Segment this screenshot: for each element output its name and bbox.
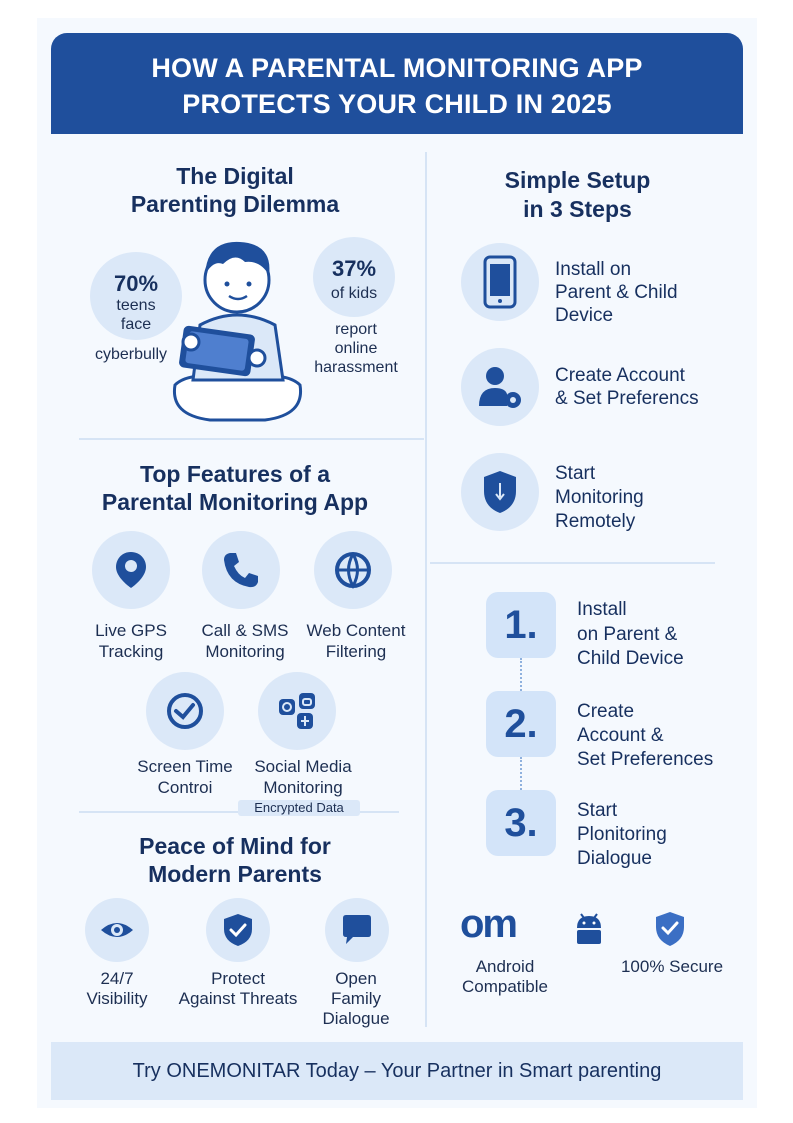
stat-value-teens: 70% bbox=[113, 271, 159, 296]
step-number-box: 2. bbox=[486, 691, 556, 757]
encrypted-data-badge: Encrypted Data bbox=[238, 800, 360, 816]
visibility-circle bbox=[85, 898, 149, 962]
feature-label: Call & SMS bbox=[201, 621, 289, 640]
dilemma-title-line1: The Digital bbox=[176, 163, 294, 189]
feature-label: Tracking bbox=[98, 642, 164, 661]
header-banner bbox=[51, 33, 743, 134]
stat-text: face bbox=[120, 316, 152, 333]
feature-label: Web Content bbox=[306, 621, 406, 640]
column-divider bbox=[425, 152, 427, 1027]
feature-label: Filtering bbox=[325, 642, 387, 661]
numbered-step-text: Create bbox=[577, 701, 635, 722]
setup-step-text: Device bbox=[555, 305, 614, 326]
peace-title-line1: Peace of Mind for bbox=[139, 833, 331, 859]
setup-step-text: Create Account bbox=[555, 365, 685, 386]
location-pin-icon bbox=[111, 550, 151, 590]
onemonitar-logo: om bbox=[460, 902, 516, 946]
stat-text: cyberbully bbox=[94, 346, 168, 363]
footer-cta-text: Try ONEMONITAR Today – Your Partner in Smart parenting bbox=[132, 1060, 662, 1082]
android-compatible-label: Compatible bbox=[462, 977, 548, 996]
stat-text: online bbox=[334, 340, 378, 357]
shield-icon bbox=[481, 469, 519, 515]
numbered-step-text: Start bbox=[577, 800, 618, 821]
setup-step-text: Monitoring bbox=[555, 487, 644, 508]
screen-time-feature-circle bbox=[146, 672, 224, 750]
stat-text: report bbox=[335, 321, 377, 338]
phone-icon bbox=[221, 550, 261, 590]
feature-label: Controi bbox=[157, 778, 213, 797]
peace-label: Against Threats bbox=[178, 989, 298, 1008]
call-sms-feature-circle bbox=[202, 531, 280, 609]
section-divider bbox=[79, 438, 424, 440]
numbered-step-text: Set Preferences bbox=[577, 749, 714, 770]
android-compatible-label: Android bbox=[475, 957, 535, 976]
section-divider bbox=[430, 562, 715, 564]
numbered-step-text: Dialogue bbox=[577, 848, 652, 869]
social-media-feature-circle bbox=[258, 672, 336, 750]
numbered-step-text: Child Device bbox=[577, 648, 684, 669]
numbered-step-text: on Parent & bbox=[577, 624, 678, 645]
peace-title-line2: Modern Parents bbox=[148, 861, 322, 887]
numbered-step-text: Account & bbox=[577, 725, 664, 746]
peace-label: Visibility bbox=[86, 989, 148, 1008]
setup-title-line1: Simple Setup bbox=[504, 167, 651, 193]
dialogue-circle bbox=[325, 898, 389, 962]
step-connector bbox=[520, 757, 522, 790]
header-title-line2: PROTECTS YOUR CHILD IN 2025 bbox=[182, 89, 612, 119]
setup-title-line2: in 3 Steps bbox=[523, 196, 632, 222]
android-icon bbox=[572, 912, 606, 946]
stat-text: harassment bbox=[314, 359, 398, 376]
eye-icon bbox=[99, 912, 135, 948]
feature-label: Social Media bbox=[254, 757, 352, 776]
step-number-box: 1. bbox=[486, 592, 556, 658]
stat-text: of kids bbox=[330, 285, 378, 302]
feature-label: Screen Time bbox=[137, 757, 233, 776]
peace-label: Protect bbox=[211, 969, 265, 988]
setup-step-text: & Set Preferencs bbox=[555, 388, 699, 409]
chat-bubble-icon bbox=[339, 912, 375, 948]
numbered-step-text: Install bbox=[577, 599, 627, 620]
gps-feature-circle bbox=[92, 531, 170, 609]
web-filter-feature-circle bbox=[314, 531, 392, 609]
protect-circle bbox=[206, 898, 270, 962]
feature-label: Monitoring bbox=[205, 642, 285, 661]
smartphone-icon bbox=[483, 255, 517, 309]
setup-step-text: Remotely bbox=[555, 511, 636, 532]
header-title-line1: HOW A PARENTAL MONITORING APP bbox=[151, 53, 643, 83]
setup-step-circle bbox=[461, 453, 539, 531]
peace-label: Open bbox=[335, 969, 377, 988]
stat-value-kids: 37% bbox=[331, 256, 377, 281]
feature-label: Monitoring bbox=[263, 778, 343, 797]
footer-banner bbox=[51, 1042, 743, 1100]
setup-step-text: Install on bbox=[555, 259, 632, 280]
stat-text: teens bbox=[116, 297, 156, 314]
setup-step-text: Parent & Child bbox=[555, 282, 678, 303]
dilemma-title-line2: Parenting Dilemma bbox=[130, 191, 340, 217]
features-title-line1: Top Features of a bbox=[140, 461, 330, 487]
social-apps-icon bbox=[277, 691, 317, 731]
user-settings-icon bbox=[477, 364, 523, 410]
peace-label: Family bbox=[330, 989, 382, 1008]
step-connector bbox=[520, 658, 522, 691]
globe-icon bbox=[333, 550, 373, 590]
secure-label: 100% Secure bbox=[620, 957, 724, 976]
peace-label: 24/7 bbox=[100, 969, 134, 988]
setup-step-circle bbox=[461, 243, 539, 321]
feature-label: Live GPS bbox=[95, 621, 167, 640]
clock-icon bbox=[165, 691, 205, 731]
setup-step-text: Start bbox=[555, 463, 596, 484]
setup-step-circle bbox=[461, 348, 539, 426]
numbered-step-text: Plonitoring bbox=[577, 824, 667, 845]
secure-shield-icon bbox=[653, 910, 687, 948]
shield-check-icon bbox=[220, 912, 256, 948]
child-with-tablet-illustration bbox=[165, 230, 310, 425]
step-number-box: 3. bbox=[486, 790, 556, 856]
peace-label: Dialogue bbox=[322, 1009, 390, 1028]
features-title-line2: Parental Monitoring App bbox=[101, 489, 369, 515]
